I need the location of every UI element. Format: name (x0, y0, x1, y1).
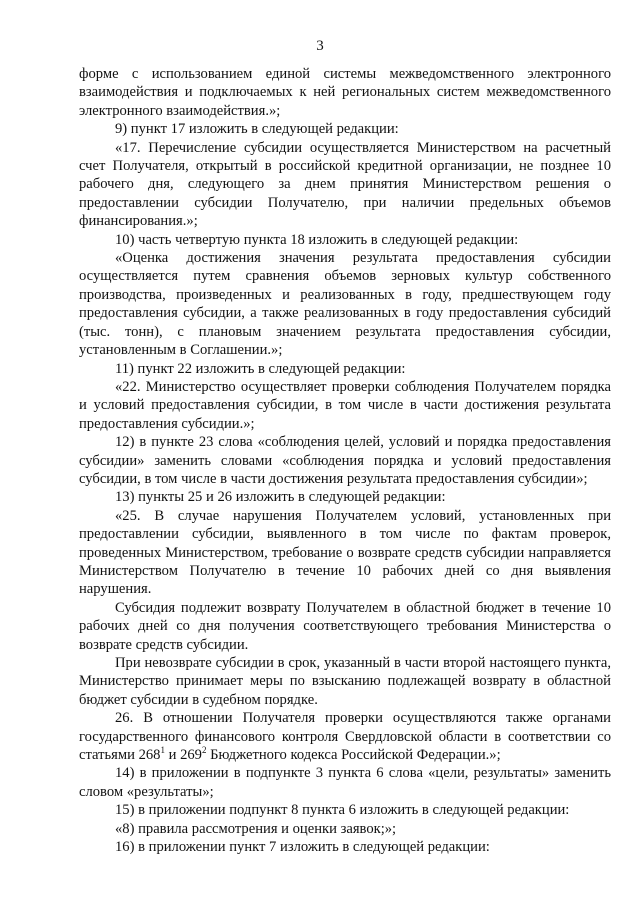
paragraph-item-15: 15) в приложении подпункт 8 пункта 6 изложить в следующей редакции: (115, 802, 570, 819)
paragraph-item-13: 13) пункты 25 и 26 изложить в следующей редакции: (115, 489, 446, 506)
paragraph-non-refund: При невозврате субсидии в срок, указанный в части второй настоящего пункта, Министерство принимает меры по взысканию подлежащей возврату в областной бюджет субсидии в судебном порядке. (79, 655, 611, 708)
paragraph-subpoint-8: «8) правила рассмотрения и оценки заявок;»; (115, 820, 397, 837)
paragraph-item-14: 14) в приложении в подпункте 3 пункта 6 слова «цели, результаты» заменить словом «результаты»; (79, 765, 611, 800)
paragraph-continuation: форме с использованием единой системы межведомственного электронного взаимодействия и подключаемых к ней региональных систем межведомственного электронного взаимодействия.»; (79, 66, 611, 119)
point-26-text-middle: и 269 (164, 747, 202, 764)
point-26-text-after: Бюджетного кодекса Российской Федерации.»; (206, 747, 501, 764)
point-26-text-before: 26. В отношении Получателя проверки осуществляются также органами государственного финансового контроля Свердловской области в соответствии со статьями 268 (79, 710, 611, 764)
paragraph-point-22: «22. Министерство осуществляет проверки соблюдения Получателем порядка и условий предоставления субсидии, в том числе в части достижения результата предоставления субсидии.»; (79, 378, 611, 432)
document-body (79, 65, 611, 856)
superscript-2: 2 (201, 745, 207, 756)
paragraph-item-9: 9) пункт 17 изложить в следующей редакции: (115, 121, 399, 138)
paragraph-point-26 (79, 709, 611, 764)
page-number: 3 (316, 38, 324, 54)
paragraph-point-25: «25. В случае нарушения Получателем условий, установленных при предоставлении субсидии, выявленного в том числе по фактам проверок, проведенных Министерством, требование о возврате средств субсидии направляется Министерством Получателю в течение 10 рабочих дней со дня выявления нарушения. (79, 507, 611, 598)
paragraph-point-17: «17. Перечисление субсидии осуществляется Министерством на расчетный счет Получателя, открытый в российской кредитной организации, не позднее 10 рабочего дня, следующего за днем принятия Министерством решения о предоставлении субсидии Получателю, при наличии предельных объемов финансирования.»; (79, 139, 611, 230)
superscript-1: 1 (160, 745, 165, 756)
paragraph-item-10: 10) часть четвертую пункта 18 изложить в следующей редакции: (115, 231, 519, 248)
paragraph-item-12: 12) в пункте 23 слова «соблюдения целей, условий и порядка предоставления субсидии» заменить словами «соблюдения порядка и условий предоставления субсидии, в том числе в части достижения результата предоставления субсидии»; (79, 434, 611, 487)
paragraph-refund: Субсидия подлежит возврату Получателем в областной бюджет в течение 10 рабочих дней со дня получения соответствующего требования Министерства о возврате средств субсидии. (79, 599, 611, 653)
paragraph-item-16: 16) в приложении пункт 7 изложить в следующей редакции: (115, 839, 490, 856)
paragraph-evaluation: «Оценка достижения значения результата предоставления субсидии осуществляется путем сравнения объемов зерновых культур собственного производства, произведенных и реализованных в году, предшествующем году предоставления субсидии, а также реализованных в году предоставления субсидий (тыс. тонн), с плановым значением результата предоставления субсидии, установленным в Соглашении.»; (79, 250, 611, 359)
paragraph-item-11: 11) пункт 22 изложить в следующей редакции: (115, 360, 406, 377)
